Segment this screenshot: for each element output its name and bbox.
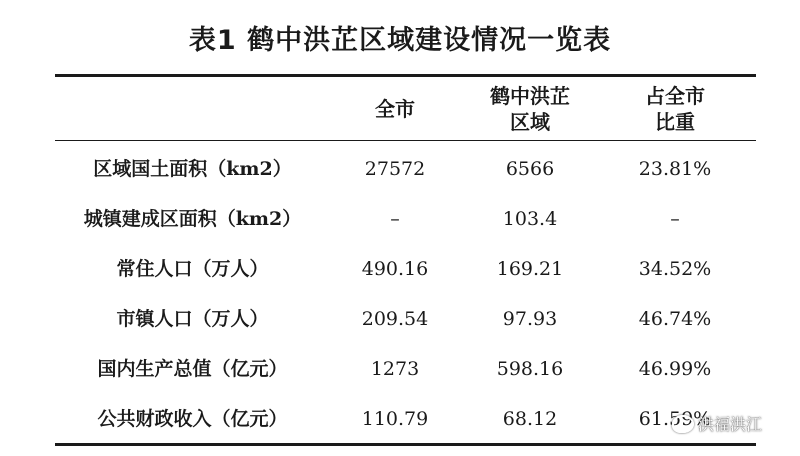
- row-label: 城镇建成区面积（km2）: [83, 208, 302, 230]
- header-city-line-1: 全市: [375, 97, 415, 121]
- cell-region: 169.21: [496, 258, 564, 280]
- table-row: [55, 194, 756, 244]
- header-share-line-1: 占全市: [645, 84, 705, 108]
- cell-share: 46.74%: [638, 308, 712, 330]
- header-region-line-2: 区域: [510, 110, 550, 134]
- header-region: [460, 80, 600, 138]
- cell-region: 68.12: [502, 408, 558, 430]
- table-top-rule: [55, 74, 756, 77]
- header-region-line-1: 鹤中洪芷: [490, 84, 570, 108]
- cell-share: 46.99%: [638, 358, 712, 380]
- wechat-icon: [672, 415, 694, 433]
- cell-region: 6566: [505, 158, 555, 180]
- cell-city: 27572: [364, 158, 426, 180]
- table-row: [55, 294, 756, 344]
- table-header-rule: [55, 140, 756, 141]
- row-label: 公共财政收入（亿元）: [97, 408, 288, 430]
- cell-share: 34.52%: [638, 258, 712, 280]
- row-label: 常住人口（万人）: [116, 258, 269, 280]
- cell-city: 209.54: [361, 308, 429, 330]
- table-row: [55, 394, 756, 444]
- cell-city: –: [390, 208, 400, 230]
- cell-share: 61.59%: [638, 408, 712, 430]
- table-row: [55, 244, 756, 294]
- header-city: [330, 80, 460, 138]
- header-share: [600, 80, 750, 138]
- table-row: [55, 344, 756, 394]
- row-label: 市镇人口（万人）: [116, 308, 269, 330]
- cell-city: 110.79: [361, 408, 429, 430]
- cell-share: –: [670, 208, 680, 230]
- cell-city: 1273: [370, 358, 420, 380]
- row-label: 区域国土面积（km2）: [93, 158, 292, 180]
- watermark-text: 洪福洪江: [698, 415, 763, 434]
- cell-region: 103.4: [502, 208, 558, 230]
- cell-city: 490.16: [361, 258, 429, 280]
- table-bottom-rule: [55, 443, 756, 446]
- cell-region: 97.93: [502, 308, 558, 330]
- header-share-line-2: 比重: [655, 110, 695, 134]
- cell-region: 598.16: [496, 358, 564, 380]
- table-body: [55, 144, 756, 444]
- table-row: [55, 144, 756, 194]
- row-label: 国内生产总值（亿元）: [97, 358, 288, 380]
- table-title: 表1 鹤中洪芷区域建设情况一览表: [188, 25, 612, 56]
- cell-share: 23.81%: [638, 158, 712, 180]
- watermark: [672, 412, 762, 435]
